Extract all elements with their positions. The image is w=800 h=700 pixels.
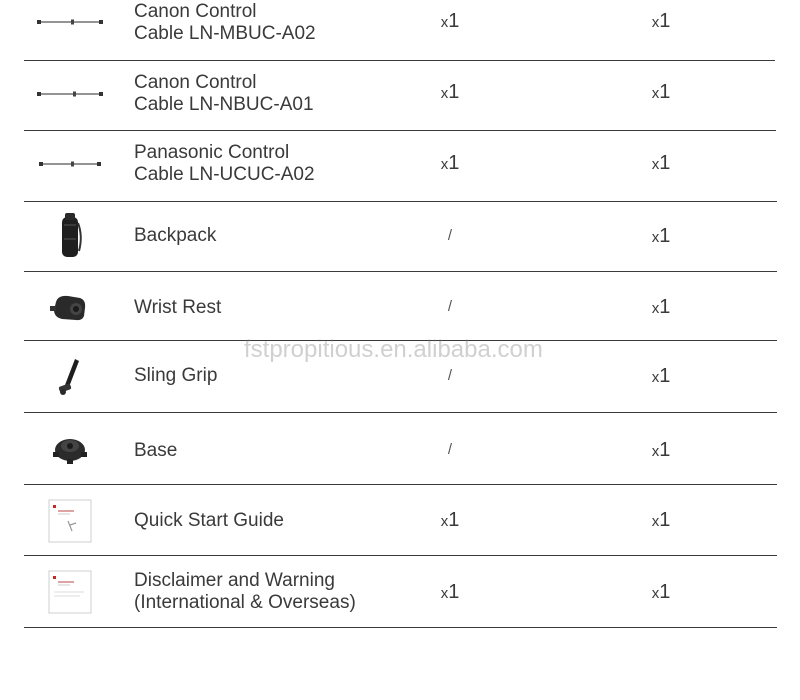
item-name-line: Wrist Rest [134,297,222,318]
cable-icon [30,64,110,124]
qty-cell: x1 [651,225,671,247]
item-name-line: Base [134,440,178,461]
row-divider [24,627,777,628]
wrist-rest-icon [30,278,110,338]
table-row [0,556,800,627]
item-name-line: (International & Overseas) [134,592,356,613]
qty-cell: x1 [651,509,671,531]
sling-grip-icon [30,347,110,407]
item-name [134,297,434,319]
table-row [0,202,800,271]
item-name [134,365,434,387]
item-name-line: Disclaimer and Warning [134,570,335,591]
qty-cell: x1 [440,581,460,603]
item-name [134,570,434,614]
item-name-line: Panasonic Control [134,142,290,163]
item-name [134,72,434,116]
watermark: fstpropitious.en.alibaba.com [244,336,543,363]
item-name [134,142,434,186]
item-name-line: Cable LN-NBUC-A01 [134,94,314,115]
item-name-line: Canon Control [134,72,257,93]
table-row [0,61,800,130]
qty-cell: x1 [651,10,671,32]
item-name-line: Canon Control [134,1,257,22]
item-name-line: Backpack [134,225,217,246]
cable-icon [30,134,110,194]
qty-cell: x1 [651,365,671,387]
base-icon [30,419,110,479]
item-name-line: Quick Start Guide [134,510,284,531]
booklet-icon [30,562,110,622]
qty-cell: / [447,367,453,384]
booklet-icon [30,491,110,551]
qty-cell: x1 [440,81,460,103]
table-row [0,272,800,340]
table-row [0,485,800,555]
qty-cell: x1 [440,10,460,32]
qty-cell: / [447,441,453,458]
cable-icon [30,0,110,52]
backpack-icon [30,206,110,266]
qty-cell: x1 [440,152,460,174]
qty-cell: x1 [651,296,671,318]
qty-cell: / [447,227,453,244]
item-name [134,1,434,45]
item-name [134,440,434,462]
qty-cell: x1 [651,81,671,103]
qty-cell: x1 [440,509,460,531]
qty-cell: x1 [651,581,671,603]
qty-cell: x1 [651,439,671,461]
item-name [134,510,434,532]
table-row [0,413,800,484]
item-name-line: Cable LN-MBUC-A02 [134,23,316,44]
table-row [0,0,800,60]
item-name [134,225,434,247]
item-name-line: Sling Grip [134,365,218,386]
qty-cell: / [447,298,453,315]
item-name-line: Cable LN-UCUC-A02 [134,164,315,185]
table-row [0,131,800,201]
qty-cell: x1 [651,152,671,174]
